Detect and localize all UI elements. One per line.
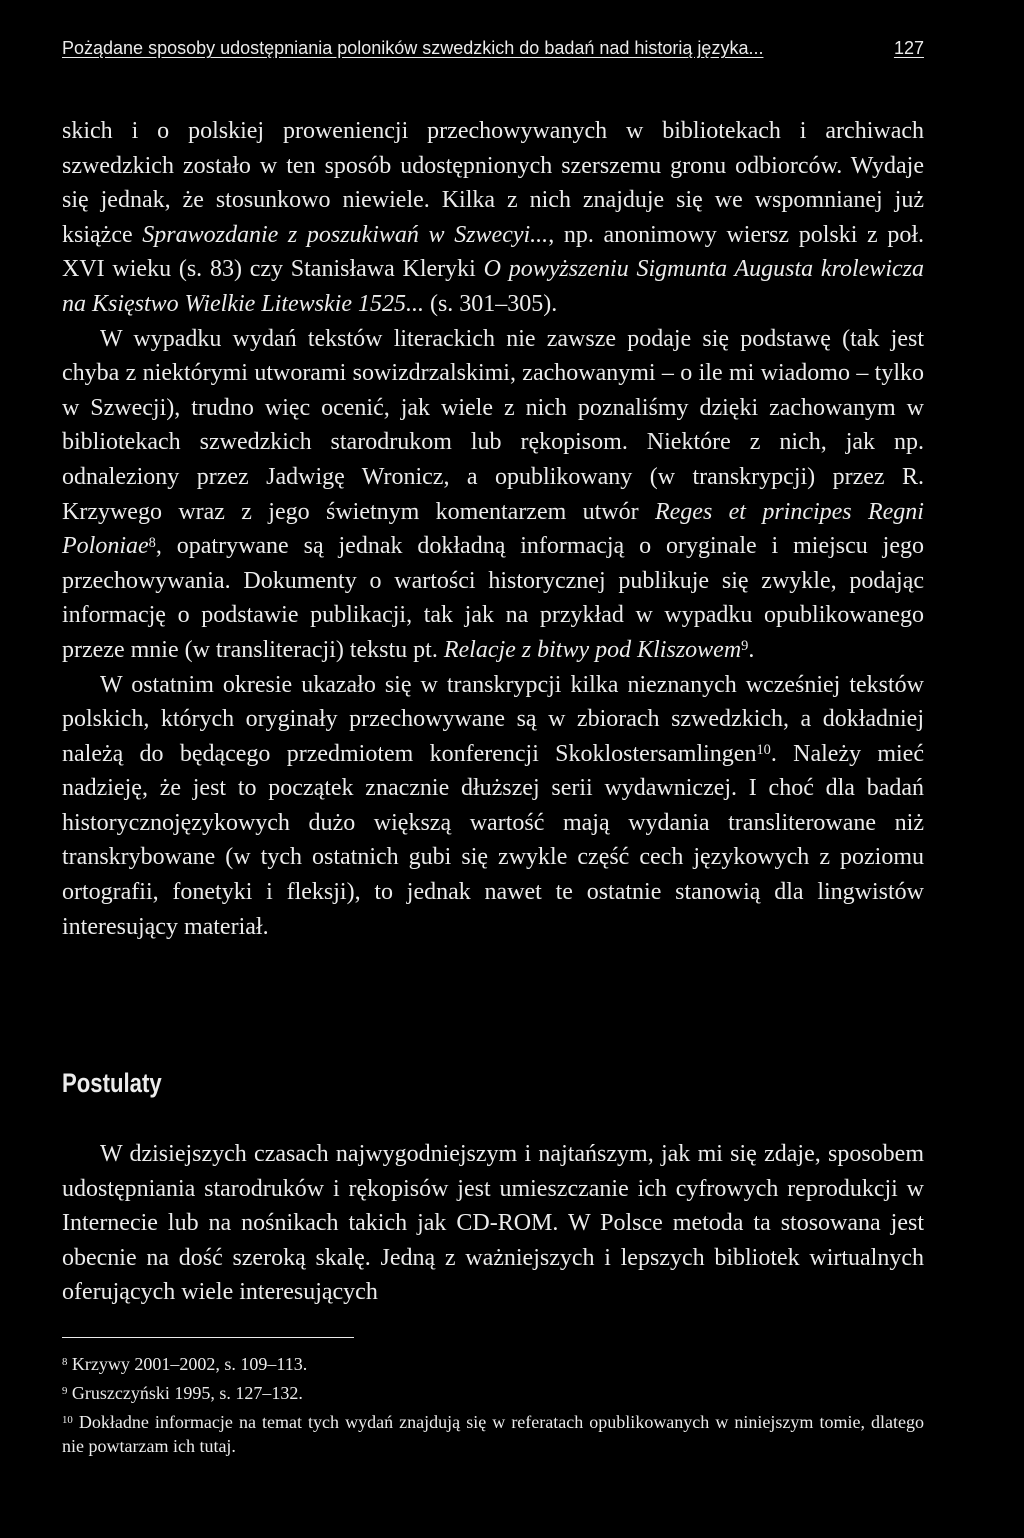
footnote-text: Dokładne informacje na temat tych wydań znajdują się w referatach opublikowanych w niniejszym tomie, dlatego nie powtarzam ich tutaj. [62,1412,925,1456]
footnote-number: 9 [62,1385,68,1398]
paragraph-4: W dzisiejszych czasach najwygodniejszym i najtańszym, jak mi się zdaje, sposobem udostępniania starodruków i rękopisów jest umieszczanie ich cyfrowych reprodukcji w Internecie lub na nośnikach takich jak CD-ROM. W Polsce metoda ta stosowana jest obecnie na dość szeroką skalę. Jedną z ważniejszych i lepszych bibliotek wirtualnych oferujących wiele interesujących [62,1141,924,1306]
paragraph-1-text-a: skich i o polskiej proweniencji przechowywanych w bibliotekach i archiwach szwedzkich zostało w ten sposób udostępnionych szerszemu gronu odbiorców. Wydaje się jednak, że stosunkowo niewiele. Kilka z nich znajduje się we wspomnianej już książce [62,118,924,248]
section-text [62,1137,924,1310]
footnotes [62,1352,924,1458]
paragraph-2 [62,322,924,668]
footnote-8 [62,1352,924,1376]
footnote-10 [62,1410,924,1458]
section-heading: Postulaty [62,1068,162,1098]
footnote-ref-8: 8 [148,534,156,551]
paragraph-3 [62,668,924,945]
footnote-9 [62,1381,924,1405]
work-title-reges: Reges et principes Regni Poloniae [62,498,924,560]
page-number: 127 [893,38,924,58]
footnote-ref-9: 9 [741,638,749,655]
footnote-divider [62,1337,354,1338]
paragraph-3-text-b: . Należy mieć nadzieję, że jest to początek znacznie dłuższej serii wydawniczej. I choć dla badań historycznojęzykowych dużo większą wartość mają wydania transliterowane niż transkrybowane (w tych ostatnich gubi się zwykle część cech językowych z poziomu ortografii, fonetyki i fleksji), to jednak nawet te ostatnie stanowią dla lingwistów interesujący materiał. [62,740,924,940]
work-title-relacje: Relacje z bitwy pod Kliszowem [443,636,742,663]
running-header [62,38,924,59]
paragraph-2-text-b: , opatrywane są jednak dokładną informacją o oryginale i miejscu jego przechowywania. Dokumenty o wartości historycznej publikuje się zwykle, podając informację o podstawie publikacji, tak jak na przykład w wypadku opublikowanego przeze mnie (w transliteracji) tekstu pt. [62,533,924,663]
running-title: Pożądane sposoby udostępniania poloników szwedzkich do badań nad historią języka... [62,38,764,58]
paragraph-1 [62,114,924,322]
paragraph-1-text-c: (s. 301–305). [423,290,558,317]
paragraph-1-text-b: , np. anonimowy wiersz polski z poł. XVI wieku (s. 83) czy Stanisława Kleryki [62,221,925,283]
paragraph-2-text-c: . [748,636,755,663]
footnote-number: 8 [62,1356,68,1369]
main-text [62,114,924,944]
footnote-text: Gruszczyński 1995, s. 127–132. [71,1383,303,1403]
footnote-number: 10 [62,1414,73,1427]
book-title-sprawozdanie: Sprawozdanie z poszukiwań w Szwecyi... [142,221,549,248]
paragraph-3-text-a: W ostatnim okresie ukazało się w transkrypcji kilka nieznanych wcześniej tekstów polskich, których oryginały przechowywane są w zbiorach szwedzkich, a dokładniej należą do będącego przedmiotem konferencji Skoklostersamlingen [62,671,924,767]
paragraph-2-text-a: W wypadku wydań tekstów literackich nie zawsze podaje się podstawę (tak jest chyba z niektórymi utworami sowizdrzalskimi, zachowanymi – o ile mi wiadomo – tylko w Szwecji), trudno więc ocenić, jak wiele z nich poznaliśmy dzięki zachowanym w bibliotekach szwedzkich starodrukom lub rękopisom. Niektóre z nich, jak np. odnaleziony przez Jadwigę Wronicz, a opublikowany (w transkrypcji) przez R. Krzywego wraz z jego świetnym komentarzem utwór [62,325,924,525]
footnote-text: Krzywy 2001–2002, s. 109–113. [71,1354,308,1374]
work-title-kleryka: O powyższeniu Sigmunta Augusta krolewicza na Księstwo Wielkie Litewskie 1525... [62,256,925,317]
footnote-ref-10: 10 [756,742,771,759]
